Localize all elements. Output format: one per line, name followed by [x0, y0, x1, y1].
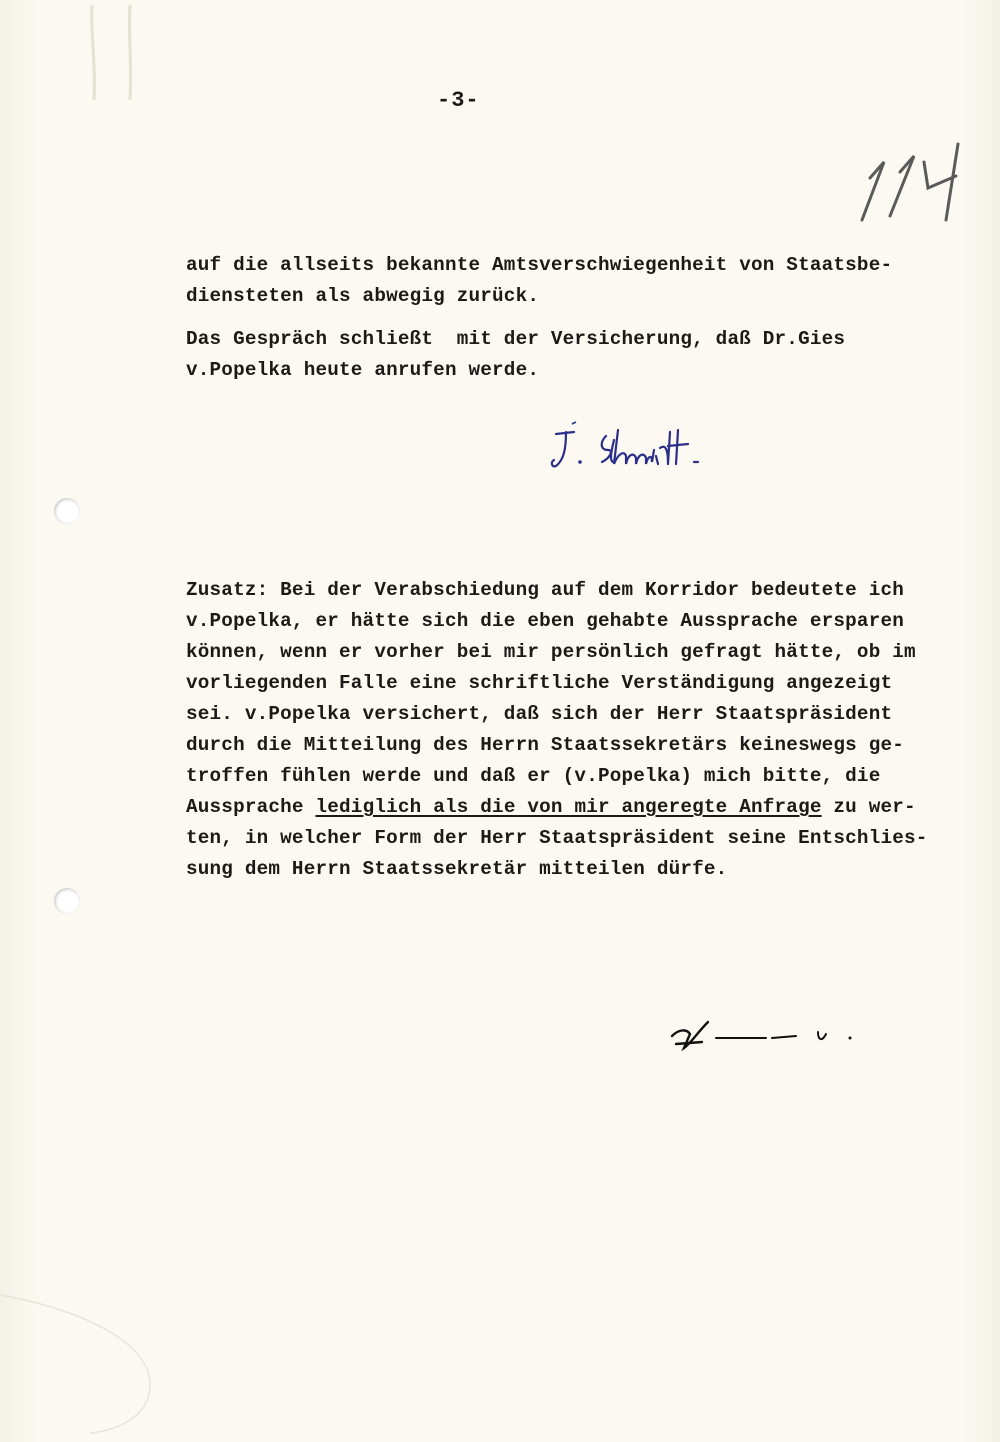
text-line: auf die allseits bekannte Amtsverschwiegenheit von Staatsbe- [186, 254, 893, 276]
punch-hole [54, 498, 80, 524]
paragraph-2 [186, 324, 976, 386]
text-line: diensteten als abwegig zurück. [186, 285, 540, 307]
paragraph-1 [186, 250, 976, 312]
text-line: Das Gespräch schließt mit der Versicherung, daß Dr.Gies [186, 328, 846, 350]
text-line: troffen fühlen werde und daß er (v.Popelka) mich bitte, die [186, 765, 881, 787]
text-line: vorliegenden Falle eine schriftliche Verständigung angezeigt [186, 672, 893, 694]
text-line-with-underline [186, 792, 976, 823]
underlined-phrase: lediglich als die von mir angeregte Anfrage [315, 796, 822, 818]
page-number: -3- [437, 88, 480, 113]
text-line: sei. v.Popelka versichert, daß sich der Herr Staatspräsident [186, 703, 893, 725]
addendum-paragraph [186, 575, 976, 885]
text-line: Zusatz: Bei der Verabschiedung auf dem Korridor bedeutete ich [186, 579, 905, 601]
text-line: v.Popelka, er hätte sich die eben gehabte Aussprache ersparen [186, 610, 905, 632]
text-segment: Aussprache [186, 796, 316, 818]
punch-hole [54, 888, 80, 914]
folio-number-handwritten [850, 120, 980, 230]
text-segment: zu wer- [821, 796, 916, 818]
paper-crease [0, 1255, 170, 1435]
signature-schmidt [548, 420, 748, 480]
text-line: ten, in welcher Form der Herr Staatspräsident seine Entschlies- [186, 827, 928, 849]
text-line: durch die Mitteilung des Herrn Staatssekretärs keineswegs ge- [186, 734, 905, 756]
text-line: sung dem Herrn Staatssekretär mitteilen dürfe. [186, 858, 728, 880]
signature-initials [668, 1014, 858, 1060]
staple-marks [70, 0, 160, 110]
text-line: v.Popelka heute anrufen werde. [186, 359, 540, 381]
text-line: können, wenn er vorher bei mir persönlich gefragt hätte, ob im [186, 641, 916, 663]
